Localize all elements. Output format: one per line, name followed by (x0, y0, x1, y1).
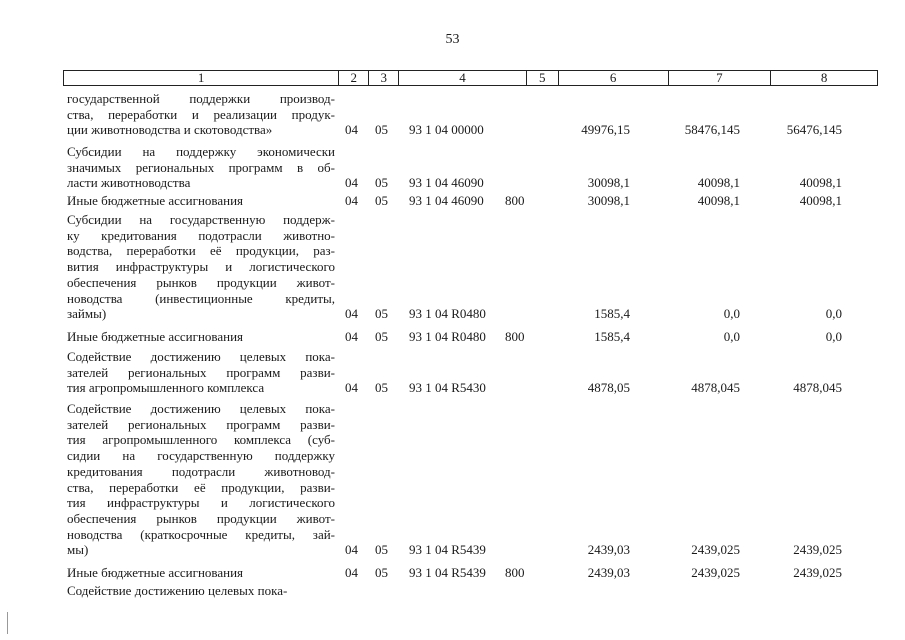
target-article-code: 93 1 04 00000 (409, 122, 484, 138)
page-number: 53 (445, 32, 460, 47)
amount-col-6: 49976,15 (581, 122, 630, 138)
subsection-code: 05 (375, 380, 388, 396)
description-line: сидии на государственную поддержку (67, 448, 335, 464)
description-line: Содействие достижению целевых пока- (67, 349, 335, 364)
row-description (67, 329, 335, 345)
target-article-code: 93 1 04 R5439 (409, 565, 486, 580)
target-article-code: 93 1 04 R0480 (409, 329, 486, 344)
amount-col-8: 56476,145 (786, 122, 842, 138)
section-code: 04 (345, 175, 358, 191)
subsection-code: 05 (375, 565, 388, 580)
amount-col-7: 0,0 (723, 306, 740, 322)
description-line: Иные бюджетные ассигнования (67, 565, 244, 580)
expense-type-code: 800 (505, 565, 525, 580)
description-line: водства, переработки её продукции, раз- (67, 243, 335, 259)
target-article-code: 93 1 04 46090 (409, 175, 484, 191)
description-line: обеспечения рынков продукции живот- (67, 510, 335, 526)
description-line: ции животноводства и скотоводства» (67, 122, 273, 138)
subsection-code: 05 (375, 306, 388, 322)
row-description (67, 91, 335, 138)
section-code: 04 (345, 565, 358, 580)
expense-type-code: 800 (505, 193, 525, 208)
amount-col-6: 2439,03 (587, 565, 630, 580)
description-line: Субсидии на государственную поддерж- (67, 212, 335, 227)
amount-col-7: 2439,025 (691, 565, 740, 580)
description-line: вития инфраструктуры и логистического (67, 259, 335, 275)
subsection-code: 05 (375, 329, 388, 344)
description-line: Содействие достижению целевых пока- (67, 401, 335, 416)
amount-col-8: 4878,045 (793, 380, 842, 396)
subsection-code: 05 (375, 193, 388, 208)
amount-col-6: 1585,4 (594, 329, 630, 344)
description-line: Содействие достижению целевых пока- (67, 583, 288, 598)
header-col-4: 4 (399, 71, 527, 85)
row-description (67, 349, 335, 396)
section-code: 04 (345, 329, 358, 344)
section-code: 04 (345, 542, 358, 558)
amount-col-7: 4878,045 (691, 380, 740, 396)
description-line: тия агропромышленного комплекса (67, 380, 265, 396)
section-code: 04 (345, 122, 358, 138)
target-article-code: 93 1 04 46090 (409, 193, 484, 208)
description-line: обеспечения рынков продукции живот- (67, 274, 335, 290)
amount-col-7: 2439,025 (691, 542, 740, 558)
amount-col-7: 58476,145 (684, 122, 740, 138)
description-line: тия агропромышленного комплекса (суб- (67, 432, 335, 448)
description-line: мы) (67, 542, 89, 558)
description-line: кредитования подотрасли животновод- (67, 463, 335, 479)
section-code: 04 (345, 193, 358, 208)
description-line: Иные бюджетные ассигнования (67, 193, 244, 208)
row-description (67, 401, 335, 558)
header-col-2: 2 (339, 71, 369, 85)
expense-type-code: 800 (505, 329, 525, 344)
description-line: Иные бюджетные ассигнования (67, 329, 244, 344)
amount-col-6: 1585,4 (594, 306, 630, 322)
target-article-code: 93 1 04 R5439 (409, 542, 486, 558)
description-line: ства, переработки и реализации продук- (67, 106, 335, 122)
header-col-7: 7 (669, 71, 772, 85)
description-line: зателей региональных программ разви- (67, 364, 335, 380)
header-col-6: 6 (559, 71, 669, 85)
description-line: государственной поддержки производ- (67, 91, 335, 106)
row-description (67, 144, 335, 191)
amount-col-7: 40098,1 (697, 193, 740, 208)
row-description (67, 583, 335, 599)
amount-col-8: 0,0 (825, 306, 842, 322)
row-description (67, 193, 335, 209)
description-line: займы) (67, 306, 107, 322)
subsection-code: 05 (375, 175, 388, 191)
target-article-code: 93 1 04 R0480 (409, 306, 486, 322)
scan-edge-mark (7, 612, 8, 634)
subsection-code: 05 (375, 122, 388, 138)
header-col-1: 1 (64, 71, 339, 85)
row-description (67, 565, 335, 581)
amount-col-6: 30098,1 (587, 175, 630, 191)
header-col-8: 8 (820, 70, 828, 85)
amount-col-6: 2439,03 (587, 542, 630, 558)
description-line: ласти животноводства (67, 175, 191, 191)
description-line: Субсидии на поддержку экономически (67, 144, 335, 159)
amount-col-7: 0,0 (723, 329, 740, 344)
description-line: новодства (инвестиционные кредиты, (67, 290, 335, 306)
amount-col-8: 40098,1 (799, 175, 842, 191)
amount-col-8: 2439,025 (793, 565, 842, 580)
description-line: ку кредитования подотрасли животно- (67, 227, 335, 243)
description-line: зателей региональных программ разви- (67, 416, 335, 432)
section-code: 04 (345, 306, 358, 322)
amount-col-6: 4878,05 (587, 380, 630, 396)
description-line: ства, переработки её продукции, разви- (67, 479, 335, 495)
description-line: тия инфраструктуры и логистического (67, 495, 335, 511)
description-line: значимых региональных программ в об- (67, 159, 335, 175)
description-line: новодства (краткосрочные кредиты, зай- (67, 526, 335, 542)
row-description (67, 212, 335, 322)
header-col-3: 3 (369, 71, 399, 85)
amount-col-8: 40098,1 (799, 193, 842, 208)
amount-col-7: 40098,1 (697, 175, 740, 191)
amount-col-8: 0,0 (825, 329, 842, 344)
amount-col-8: 2439,025 (793, 542, 842, 558)
section-code: 04 (345, 380, 358, 396)
target-article-code: 93 1 04 R5430 (409, 380, 486, 396)
header-col-5: 5 (527, 71, 559, 85)
amount-col-6: 30098,1 (587, 193, 630, 208)
subsection-code: 05 (375, 542, 388, 558)
